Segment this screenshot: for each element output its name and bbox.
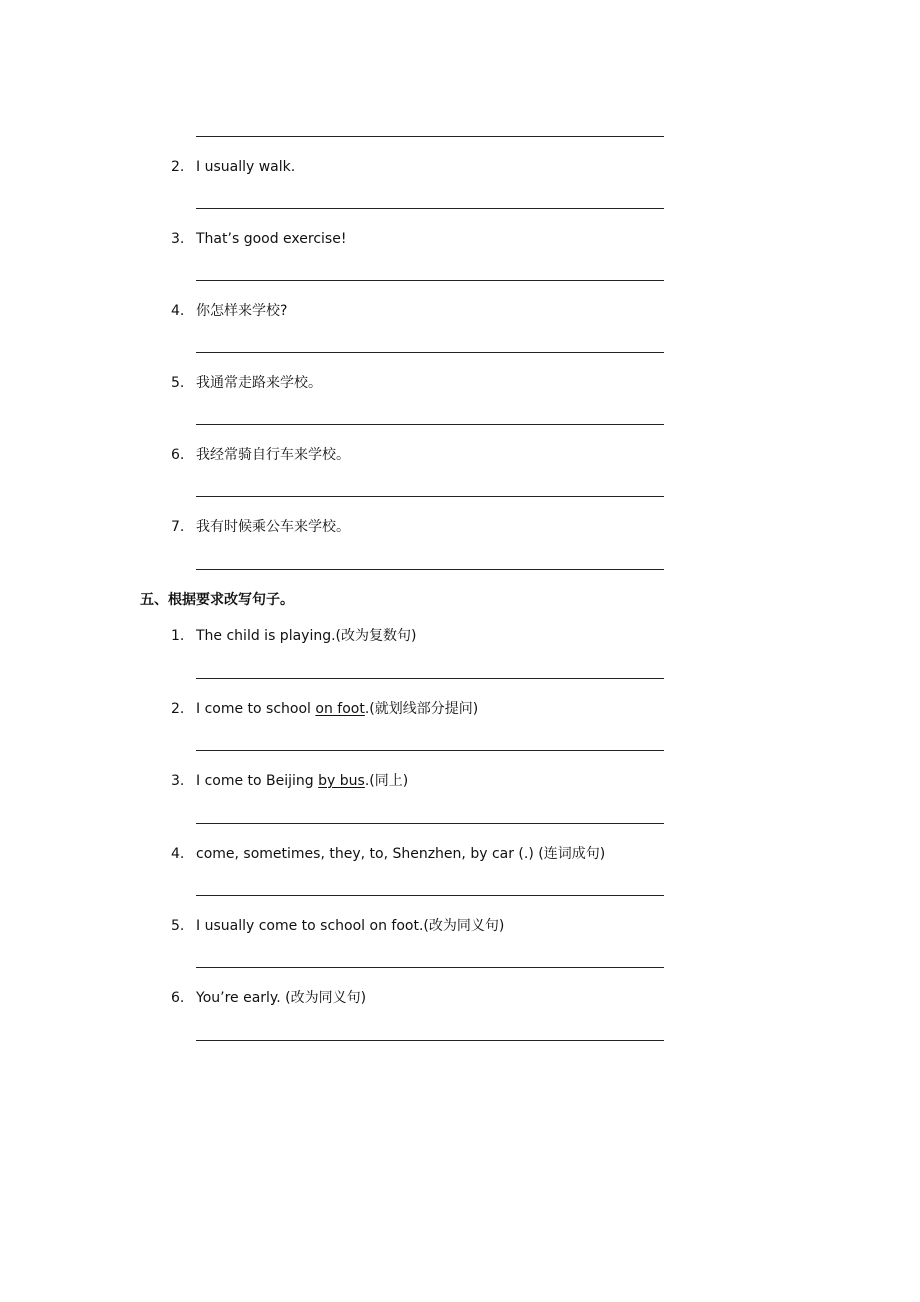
answer-line[interactable] <box>196 496 664 497</box>
item-text: That’s good exercise! <box>196 231 347 247</box>
item-number: 2. <box>171 159 185 175</box>
underlined-phrase: on foot <box>315 701 365 717</box>
answer-line[interactable] <box>196 750 664 751</box>
list-item <box>171 845 605 863</box>
item-text: 我经常骑自行车来学校。 <box>196 447 350 463</box>
item-text: 我有时候乘公车来学校。 <box>196 519 350 535</box>
answer-line[interactable] <box>196 967 664 968</box>
answer-line[interactable] <box>196 352 664 353</box>
item-text: 我通常走路来学校。 <box>196 375 322 391</box>
item-text-before: I come to school <box>196 701 316 717</box>
item-number: 6. <box>171 447 185 463</box>
list-item <box>171 446 350 464</box>
list-item <box>171 772 408 790</box>
item-number: 3. <box>171 773 185 789</box>
item-number: 2. <box>171 701 185 717</box>
answer-line[interactable] <box>196 569 664 570</box>
item-text: You’re early. (改为同义句) <box>196 990 367 1006</box>
list-item <box>171 230 346 248</box>
underlined-phrase: by bus <box>318 773 365 789</box>
item-number: 5. <box>171 918 185 934</box>
item-number: 4. <box>171 303 185 319</box>
item-text-after: .(同上) <box>364 773 409 789</box>
item-text: 你怎样来学校? <box>196 303 288 319</box>
list-item <box>171 989 366 1007</box>
item-text-after: .(就划线部分提问) <box>364 701 479 717</box>
item-number: 4. <box>171 846 185 862</box>
list-item <box>171 917 504 935</box>
item-text-before: I come to Beijing <box>196 773 319 789</box>
list-item <box>171 700 478 718</box>
list-item <box>171 158 295 176</box>
answer-line[interactable] <box>196 136 664 137</box>
answer-line[interactable] <box>196 1040 664 1041</box>
answer-line[interactable] <box>196 208 664 209</box>
answer-line[interactable] <box>196 280 664 281</box>
item-number: 3. <box>171 231 185 247</box>
item-text: come, sometimes, they, to, Shenzhen, by car (.) (连词成句) <box>196 846 606 862</box>
item-text: I usually come to school on foot.(改为同义句) <box>196 918 505 934</box>
list-item <box>171 302 287 320</box>
item-text: The child is playing.(改为复数句) <box>196 628 417 644</box>
list-item <box>171 627 416 645</box>
list-item <box>171 374 322 392</box>
answer-line[interactable] <box>196 895 664 896</box>
answer-line[interactable] <box>196 678 664 679</box>
item-number: 7. <box>171 519 185 535</box>
item-text: I usually walk. <box>196 159 296 175</box>
answer-line[interactable] <box>196 424 664 425</box>
answer-line[interactable] <box>196 823 664 824</box>
item-number: 6. <box>171 990 185 1006</box>
section-heading: 五、根据要求改写句子。 <box>140 592 294 608</box>
item-number: 1. <box>171 628 185 644</box>
item-number: 5. <box>171 375 185 391</box>
list-item <box>171 518 350 536</box>
